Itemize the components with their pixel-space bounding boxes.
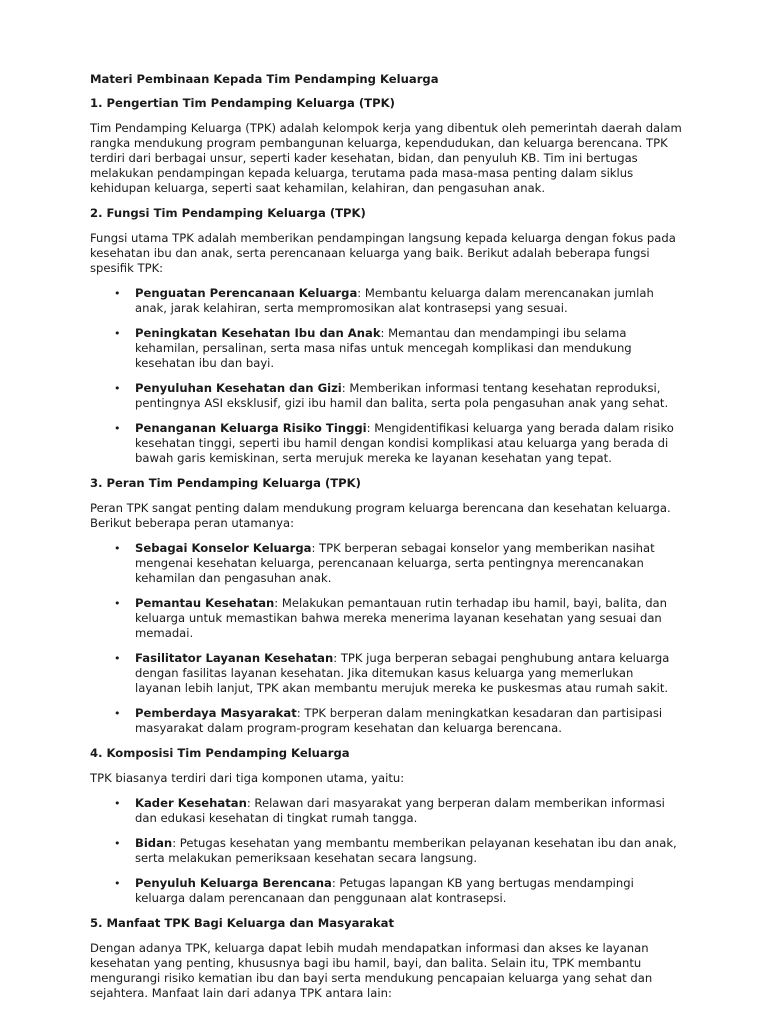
section-heading: 5. Manfaat TPK Bagi Keluarga dan Masyarakat [90, 916, 395, 930]
bullet-item [90, 421, 682, 466]
bullet-item [90, 596, 682, 641]
bullet-marker: • [114, 287, 121, 300]
section-paragraph: Dengan adanya TPK, keluarga dapat lebih mudah mendapatkan informasi dan akses ke layanan kesehatan yang penting, khususnya bagi ibu hamil, bayi, dan balita. Selain itu, TPK membantu mengurangi risiko kematian ibu dan bayi serta mendukung pencapaian keluarga yang sehat dan sejahtera. Manfaat lain dari adanya TPK antara lain: [90, 941, 653, 1000]
bullet-text: : TPK berperan dalam meningkatkan kesadaran dan partisipasi masyarakat dalam program-program kesehatan dan keluarga berencana. [135, 706, 663, 735]
bullet-text: : Mengidentifikasi keluarga yang berada dalam risiko kesehatan tinggi, seperti ibu hamil dengan kondisi komplikasi atau keluarga yang berada di bawah garis kemiskinan, serta merujuk mereka ke layanan kesehatan yang tepat. [135, 421, 674, 465]
bullet-term: Sebagai Konselor Keluarga [135, 541, 312, 555]
bullet-item [90, 541, 682, 586]
bullet-marker: • [114, 837, 121, 850]
bullet-marker: • [114, 382, 121, 395]
bullet-item [90, 381, 682, 411]
bullet-marker: • [114, 877, 121, 890]
bullet-text: : TPK berperan sebagai konselor yang memberikan nasihat mengenai kesehatan keluarga, perencanaan keluarga, serta pentingnya merencanakan kehamilan dan pengasuhan anak. [135, 541, 655, 585]
bullet-term: Penyuluh Keluarga Berencana [135, 876, 332, 890]
document-body [90, 96, 682, 1001]
bullet-item [90, 326, 682, 371]
bullet-text: : Petugas lapangan KB yang bertugas mendampingi keluarga dalam perencanaan dan penggunaan alat kontrasepsi. [135, 876, 634, 905]
bullet-marker: • [114, 652, 121, 665]
bullet-marker: • [114, 542, 121, 555]
bullet-item [90, 876, 682, 906]
bullet-term: Pemberdaya Masyarakat [135, 706, 297, 720]
bullet-text: : TPK juga berperan sebagai penghubung antara keluarga dengan fasilitas layanan kesehatan. Jika ditemukan kasus keluarga yang memerlukan layanan lebih lanjut, TPK akan membantu merujuk mereka ke puskesmas atau rumah sakit. [135, 651, 670, 695]
bullet-item [90, 836, 682, 866]
section-heading: 1. Pengertian Tim Pendamping Keluarga (TPK) [90, 96, 395, 110]
bullet-term: Kader Kesehatan [135, 796, 247, 810]
bullet-marker: • [114, 707, 121, 720]
bullet-term: Fasilitator Layanan Kesehatan [135, 651, 334, 665]
bullet-term: Penanganan Keluarga Risiko Tinggi [135, 421, 367, 435]
bullet-term: Penguatan Perencanaan Keluarga [135, 286, 358, 300]
bullet-text: : Membantu keluarga dalam merencanakan jumlah anak, jarak kelahiran, serta mempromosikan alat kontrasepsi yang sesuai. [135, 286, 654, 315]
document-title: Materi Pembinaan Kepada Tim Pendamping Keluarga [90, 72, 439, 86]
section-paragraph: TPK biasanya terdiri dari tiga komponen utama, yaitu: [90, 771, 405, 785]
section-heading: 4. Komposisi Tim Pendamping Keluarga [90, 746, 350, 760]
section-paragraph: Peran TPK sangat penting dalam mendukung program keluarga berencana dan kesehatan keluarga. Berikut beberapa peran utamanya: [90, 501, 671, 530]
bullet-text: : Memberikan informasi tentang kesehatan reproduksi, pentingnya ASI eksklusif, gizi ibu hamil dan balita, serta pola pengasuhan anak yang sehat. [135, 381, 669, 410]
section-heading: 3. Peran Tim Pendamping Keluarga (TPK) [90, 476, 361, 490]
bullet-text: : Memantau dan mendampingi ibu selama kehamilan, persalinan, serta masa nifas untuk mencegah komplikasi dan mendukung kesehatan ibu dan bayi. [135, 326, 632, 370]
bullet-term: Pemantau Kesehatan [135, 596, 275, 610]
document-page [90, 72, 682, 1011]
bullet-term: Bidan [135, 836, 173, 850]
bullet-text: : Petugas kesehatan yang membantu memberikan pelayanan kesehatan ibu dan anak, serta melakukan pemeriksaan kesehatan secara langsung. [135, 836, 677, 865]
bullet-term: Peningkatan Kesehatan Ibu dan Anak [135, 326, 381, 340]
bullet-marker: • [114, 797, 121, 810]
bullet-list [90, 796, 682, 906]
section-paragraph: Fungsi utama TPK adalah memberikan pendampingan langsung kepada keluarga dengan fokus pada kesehatan ibu dan anak, serta perencanaan keluarga yang baik. Berikut adalah beberapa fungsi spesifik TPK: [90, 231, 676, 275]
bullet-text: : Melakukan pemantauan rutin terhadap ibu hamil, bayi, balita, dan keluarga untuk memastikan bahwa mereka menerima layanan kesehatan yang sesuai dan memadai. [135, 596, 668, 640]
bullet-list [90, 286, 682, 466]
bullet-item [90, 706, 682, 736]
bullet-marker: • [114, 422, 121, 435]
bullet-item [90, 286, 682, 316]
section-paragraph: Tim Pendamping Keluarga (TPK) adalah kelompok kerja yang dibentuk oleh pemerintah daerah dalam rangka mendukung program pembangunan keluarga, kependudukan, dan keluarga berencana. TPK terdiri dari berbagai unsur, seperti kader kesehatan, bidan, dan penyuluh KB. Tim ini bertugas melakukan pendampingan kepada keluarga, terutama pada masa-masa penting dalam siklus kehidupan keluarga, seperti saat kehamilan, kelahiran, dan pengasuhan anak. [90, 121, 682, 195]
bullet-item [90, 796, 682, 826]
bullet-list [90, 541, 682, 736]
bullet-marker: • [114, 597, 121, 610]
bullet-term: Penyuluhan Kesehatan dan Gizi [135, 381, 342, 395]
section-heading: 2. Fungsi Tim Pendamping Keluarga (TPK) [90, 206, 366, 220]
bullet-text: : Relawan dari masyarakat yang berperan dalam memberikan informasi dan edukasi kesehatan di tingkat rumah tangga. [135, 796, 665, 825]
bullet-item [90, 651, 682, 696]
bullet-marker: • [114, 327, 121, 340]
